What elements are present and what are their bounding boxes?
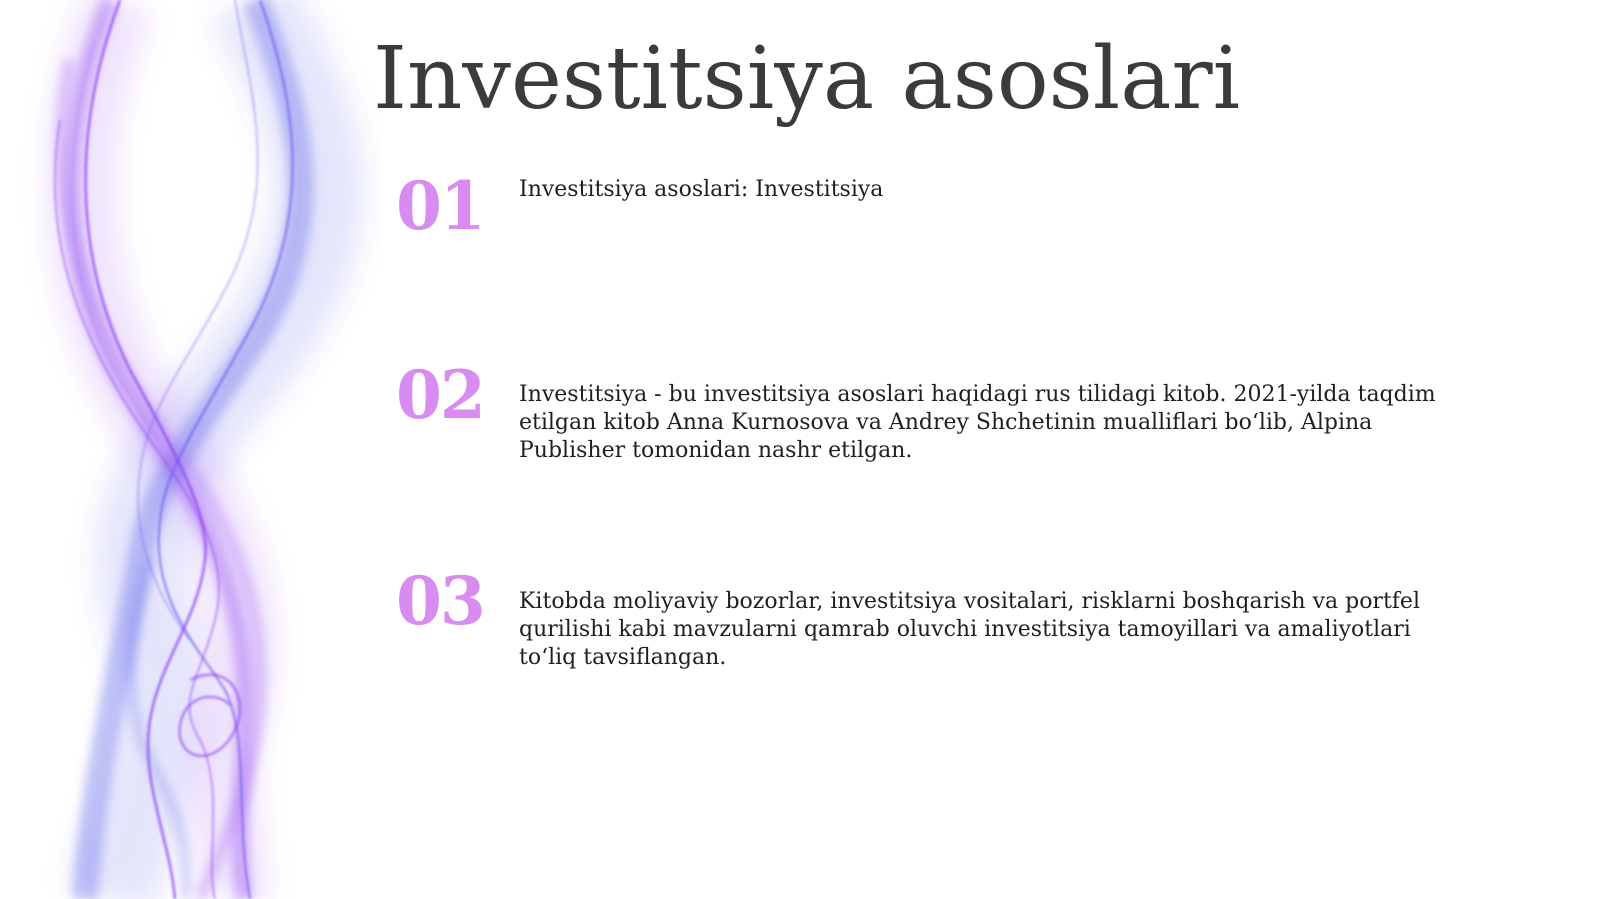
slide-title: Investitsiya asoslari: [373, 29, 1241, 129]
item-number-2: 02: [396, 356, 484, 434]
item-text-3: Kitobda moliyaviy bozorlar, investitsiya vositalari, risklarni boshqarish va portfel qurilishi kabi mavzularni qamrab oluvchi investitsiya tamoyillari va amaliyotlari to‘liq tavsiflangan.: [519, 589, 1420, 670]
item-text-2: Investitsiya - bu investitsiya asoslari haqidagi rus tilidagi kitob. 2021-yilda taqdim etilgan kitob Anna Kurnosova va Andrey Shchetinin mualliflari bo‘lib, Alpina Publisher tomonidan nashr etilgan.: [519, 382, 1436, 463]
item-number-1: 01: [396, 167, 484, 245]
item-text-1: Investitsiya asoslari: Investitsiya: [519, 177, 884, 202]
smoke-decoration: [0, 0, 380, 899]
item-number-3: 03: [396, 562, 484, 640]
